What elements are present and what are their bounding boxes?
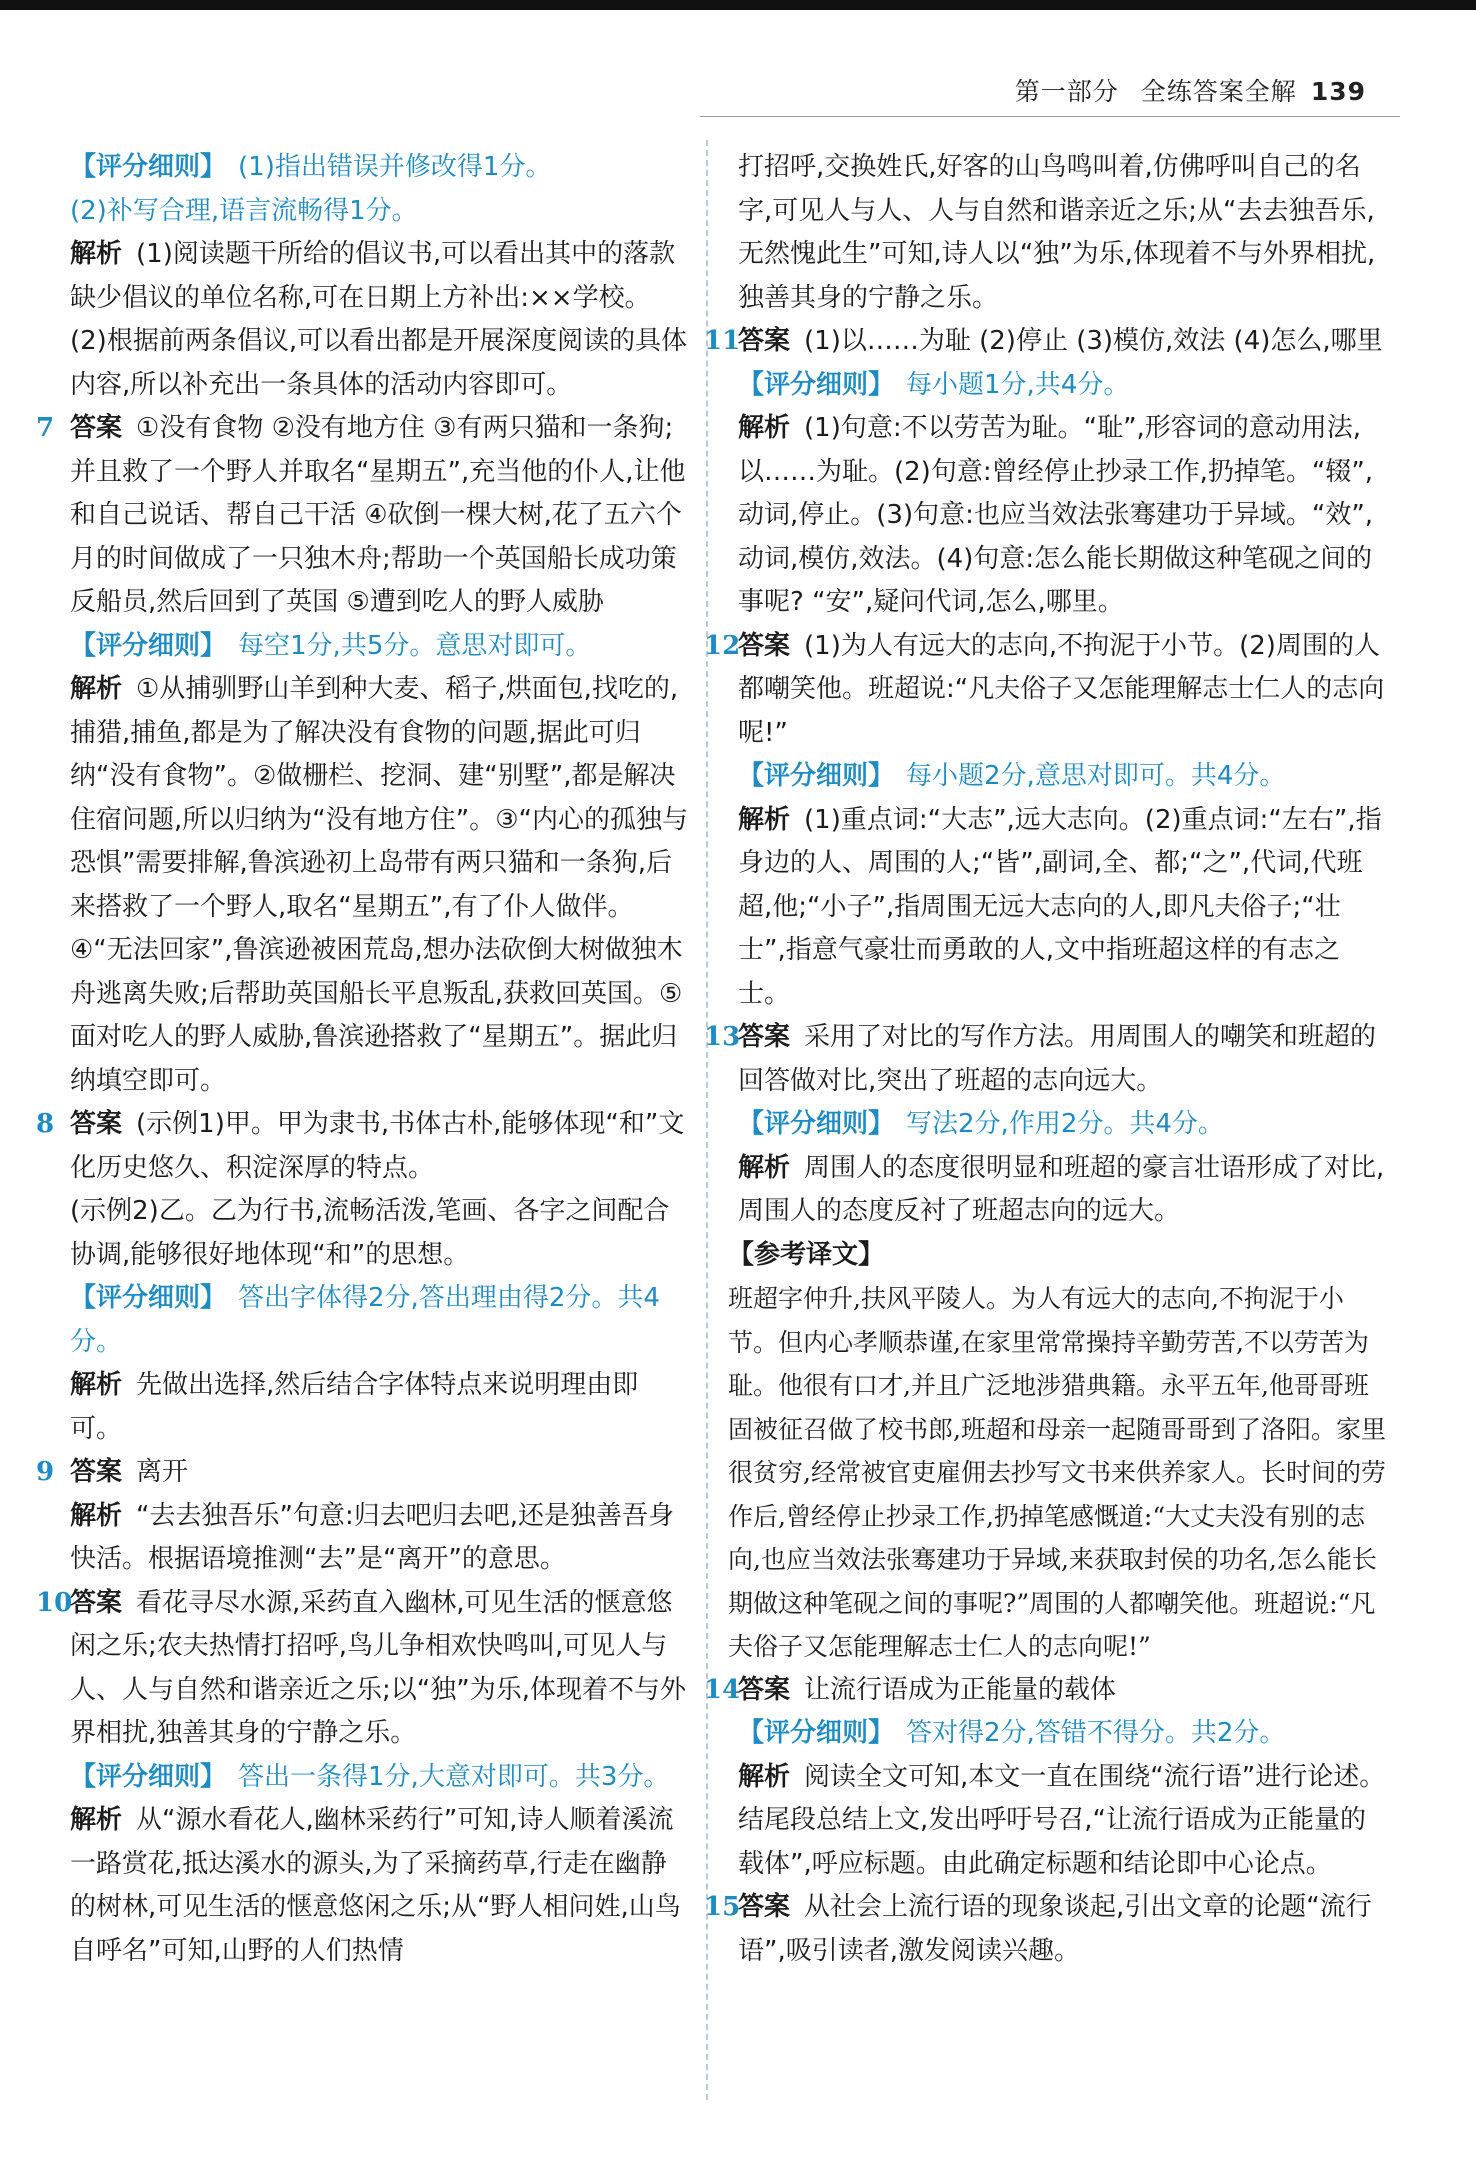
analysis-label: 解析 — [738, 1152, 791, 1183]
translation-heading — [728, 1234, 1388, 1278]
analysis-block — [728, 1756, 1388, 1887]
paragraph — [60, 320, 688, 407]
analysis-label: 解析 — [70, 1370, 123, 1400]
header-part: 第一部分 — [1014, 77, 1119, 106]
question-number: 7 — [36, 413, 55, 443]
scoring-text: 答对得2分,答错不得分。共2分。 — [906, 1718, 1286, 1748]
analysis-block — [60, 1364, 688, 1451]
top-edge-bar — [0, 0, 1476, 10]
question-number: 13 — [704, 1022, 741, 1052]
page-number: 139 — [1310, 77, 1366, 106]
answer-text: (1)以……为耻 (2)停止 (3)模仿,效法 (4)怎么,哪里 — [804, 326, 1383, 356]
analysis-text: 阅读全文可知,本文一直在围绕“流行语”进行论述。结尾段总结上文,发出呼吁号召,“让流行语成为正能量的载体”,呼应标题。由此确定标题和结论即中心论点。 — [738, 1761, 1386, 1879]
answer-block — [704, 625, 1388, 756]
analysis-block — [728, 1147, 1388, 1234]
scoring-rules — [60, 1277, 688, 1364]
question-number: 8 — [36, 1109, 55, 1139]
scoring-label: 【评分细则】 — [738, 369, 895, 400]
right-column — [704, 146, 1388, 1973]
scoring-text: (2)补写合理,语言流畅得1分。 — [70, 195, 418, 226]
answer-text: 离开 — [136, 1457, 189, 1487]
answer-block — [36, 407, 688, 625]
analysis-text: ①从捕驯野山羊到种大麦、稻子,烘面包,找吃的,捕猎,捕鱼,都是为了解决没有食物的问题,据此可归纳“没有食物”。②做栅栏、挖洞、建“别墅”,都是解决住宿问题,所以归纳为“没有地方住”。③“内心的孤独与恐惧”需要排解,鲁滨逊初上岛带有两只猫和一条狗,后来搭救了一个野人,取名“星期五”,有了仆人做伴。④“无法回家”,鲁滨逊被困荒岛,想办法砍倒大树做独木舟逃离失败;后帮助英国船长平息叛乱,获救回英国。⑤面对吃人的野人威胁,鲁滨逊搭救了“星期五”。据此归纳填空即可。 — [70, 674, 688, 1096]
paragraph — [60, 1190, 688, 1277]
scoring-rules — [60, 190, 688, 234]
analysis-block — [60, 233, 688, 320]
scoring-rules — [60, 1756, 688, 1800]
answer-text: 让流行语成为正能量的载体 — [804, 1674, 1117, 1705]
answer-label: 答案 — [738, 1892, 791, 1922]
answer-block — [36, 1103, 688, 1190]
answer-label: 答案 — [738, 326, 791, 356]
column-divider — [706, 140, 708, 2100]
scoring-label: 【评分细则】 — [738, 1718, 895, 1748]
analysis-text: “去去独吾乐”句意:归去吧归去吧,还是独善吾身快活。根据语境推测“去”是“离开”的意思。 — [70, 1500, 674, 1574]
answer-label: 答案 — [70, 413, 123, 443]
answer-text: 看花寻尽水源,采药直入幽林,可见生活的惬意悠闲之乐;农夫热情打招呼,鸟儿争相欢快鸣叫,可见人与人、人与自然和谐亲近之乐;以“独”为乐,体现着不与外界相扰,独善其身的宁静之乐。 — [70, 1587, 686, 1748]
answer-block — [704, 320, 1388, 364]
scoring-label: 【评分细则】 — [70, 630, 227, 661]
question-number: 10 — [36, 1587, 73, 1618]
answer-label: 答案 — [70, 1587, 123, 1618]
scoring-text: 每空1分,共5分。意思对即可。 — [238, 630, 592, 661]
running-header — [1015, 72, 1366, 108]
paragraph — [728, 146, 1388, 320]
analysis-text: (1)阅读题干所给的倡议书,可以看出其中的落款缺少倡议的单位名称,可在日期上方补出:××学校。 — [70, 239, 676, 313]
analysis-text: (1)重点词:“大志”,远大志向。(2)重点词:“左右”,指身边的人、周围的人;“皆”,副词,全、都;“之”,代词,代班超,他;“小子”,指周围无远大志向的人,即凡夫俗子;“壮士”,指意气豪壮而勇敢的人,文中指班超这样的有志之士。 — [738, 804, 1382, 1009]
scoring-label: 【评分细则】 — [738, 1109, 895, 1139]
analysis-block — [728, 799, 1388, 1017]
question-number: 15 — [704, 1892, 741, 1922]
answer-label: 答案 — [70, 1109, 123, 1139]
analysis-label: 解析 — [70, 1500, 123, 1531]
answer-block — [36, 1451, 688, 1495]
analysis-label: 解析 — [70, 239, 123, 269]
analysis-block — [60, 668, 688, 1103]
analysis-label: 解析 — [738, 1761, 791, 1792]
scoring-label: 【评分细则】 — [738, 761, 895, 791]
question-number: 11 — [704, 326, 741, 356]
scoring-rules — [728, 1103, 1388, 1147]
answer-label: 答案 — [738, 630, 791, 661]
translation-label: 【参考译文】 — [728, 1239, 885, 1270]
scoring-text: (1)指出错误并修改得1分。 — [238, 152, 552, 182]
scoring-text: 每小题2分,意思对即可。共4分。 — [906, 761, 1286, 791]
analysis-label: 解析 — [738, 413, 791, 443]
paragraph-text: (示例2)乙。乙为行书,流畅活泼,笔画、各字之间配合协调,能够很好地体现“和”的思想。 — [70, 1196, 670, 1270]
question-number: 9 — [36, 1457, 55, 1487]
scoring-text: 答出字体得2分,答出理由得2分。共4分。 — [70, 1283, 660, 1357]
paragraph-text: (2)根据前两条倡议,可以看出都是开展深度阅读的具体内容,所以补充出一条具体的活动内容即可。 — [70, 326, 688, 400]
answer-block — [36, 1582, 688, 1756]
answer-label: 答案 — [738, 1022, 791, 1052]
answer-block — [704, 1886, 1388, 1973]
answer-text: (1)为人有远大的志向,不拘泥于小节。(2)周围的人都嘲笑他。班超说:“凡夫俗子又怎能理解志士仁人的志向呢!” — [738, 630, 1385, 748]
analysis-label: 解析 — [70, 674, 123, 704]
translation-body: 班超字仲升,扶风平陵人。为人有远大的志向,不拘泥于小节。但内心孝顺恭谨,在家里常常操持辛勤劳苦,不以劳苦为耻。他很有口才,并且广泛地涉猎典籍。永平五年,他哥哥班固被征召做了校书郎,班超和母亲一起随哥哥到了洛阳。家里很贫穷,经常被官吏雇佣去抄写文书来供养家人。长时间的劳作后,曾经停止抄录工作,扔掉笔感慨道:“大丈夫没有别的志向,也应当效法张骞建功于异域,来获取封侯的功名,怎么能长期做这种笔砚之间的事呢?”周围的人都嘲笑他。班超说:“凡夫俗子又怎能理解志士仁人的志向呢!” — [728, 1284, 1386, 1661]
analysis-text: 先做出选择,然后结合字体特点来说明理由即可。 — [70, 1370, 639, 1444]
scoring-text: 写法2分,作用2分。共4分。 — [906, 1109, 1224, 1139]
answer-text: ①没有食物 ②没有地方住 ③有两只猫和一条狗;并且救了一个野人并取名“星期五”,充当他的仆人,让他和自己说话、帮自己干活 ④砍倒一棵大树,花了五六个月的时间做成了一只独木舟;帮助一个英国船长成功策反船员,然后回到了英国 ⑤遭到吃人的野人威胁 — [70, 413, 686, 617]
scoring-label: 【评分细则】 — [70, 152, 227, 182]
header-section: 全练答案全解 — [1140, 77, 1297, 106]
analysis-block — [60, 1799, 688, 1973]
scoring-rules — [728, 364, 1388, 408]
translation-text — [728, 1277, 1388, 1669]
header-rule — [700, 116, 1400, 117]
analysis-block — [60, 1495, 688, 1582]
scoring-text: 每小题1分,共4分。 — [906, 369, 1130, 400]
answer-text: 从社会上流行语的现象谈起,引出文章的论题“流行语”,吸引读者,激发阅读兴趣。 — [738, 1892, 1372, 1966]
question-number: 14 — [704, 1674, 741, 1705]
question-number: 12 — [704, 630, 741, 661]
scoring-rules — [60, 146, 688, 190]
left-column — [36, 146, 688, 1973]
answer-label: 答案 — [738, 1674, 791, 1705]
analysis-text: 从“源水看花人,幽林采药行”可知,诗人顺着溪流一路赏花,抵达溪水的源头,为了采摘药草,行走在幽静的树林,可见生活的惬意悠闲之乐;从“野人相问姓,山鸟自呼名”可知,山野的人们热情 — [70, 1805, 681, 1966]
paragraph-text: 打招呼,交换姓氏,好客的山鸟鸣叫着,仿佛呼叫自己的名字,可见人与人、人与自然和谐亲近之乐;从“去去独吾乐,无然愧此生”可知,诗人以“独”为乐,体现着不与外界相扰,独善其身的宁静之乐。 — [738, 152, 1376, 313]
scoring-text: 答出一条得1分,大意对即可。共3分。 — [238, 1761, 670, 1792]
answer-text: (示例1)甲。甲为隶书,书体古朴,能够体现“和”文化历史悠久、积淀深厚的特点。 — [70, 1109, 685, 1183]
scoring-label: 【评分细则】 — [70, 1761, 227, 1792]
scoring-rules — [728, 1712, 1388, 1756]
answer-block — [704, 1669, 1388, 1713]
analysis-label: 解析 — [738, 804, 791, 835]
analysis-text: (1)句意:不以劳苦为耻。“耻”,形容词的意动用法,以……为耻。(2)句意:曾经停止抄录工作,扔掉笔。“辍”,动词,停止。(3)句意:也应当效法张骞建功于异域。“效”,动词,模仿,效法。(4)句意:怎么能长期做这种笔砚之间的事呢? “安”,疑问代词,怎么,哪里。 — [738, 413, 1374, 617]
analysis-block — [728, 407, 1388, 625]
scoring-rules — [60, 625, 688, 669]
answer-text: 采用了对比的写作方法。用周围人的嘲笑和班超的回答做对比,突出了班超的志向远大。 — [738, 1022, 1377, 1096]
analysis-text: 周围人的态度很明显和班超的豪言壮语形成了对比,周围人的态度反衬了班超志向的远大。 — [738, 1152, 1385, 1226]
scoring-rules — [728, 755, 1388, 799]
analysis-label: 解析 — [70, 1805, 123, 1835]
answer-block — [704, 1016, 1388, 1103]
answer-label: 答案 — [70, 1457, 123, 1487]
scoring-label: 【评分细则】 — [70, 1283, 227, 1313]
